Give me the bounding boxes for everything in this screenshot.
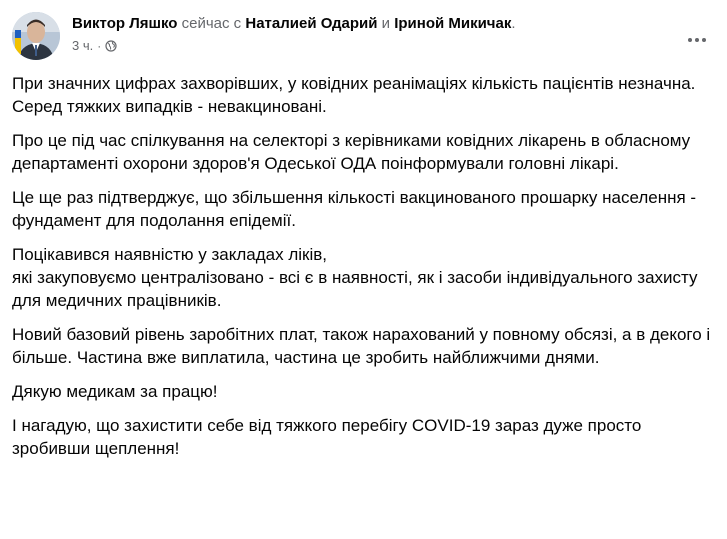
tagged-period: .: [511, 15, 516, 32]
tagged-and: и: [381, 15, 391, 32]
author-line: [72, 14, 516, 34]
post-paragraph: Дякую медикам за працю!: [12, 382, 218, 401]
tagged-person-1[interactable]: Наталией Одарий: [245, 15, 378, 32]
post-paragraph: При значних цифрах захворівших, у ковідних реанімаціях кількість пацієнтів незначна. Серед тяжких випадків - невакциновані.: [12, 74, 696, 116]
avatar-photo: [12, 12, 60, 60]
author-avatar[interactable]: [12, 12, 60, 60]
more-horizontal-icon-dot: [695, 38, 699, 42]
post-paragraph: Новий базовий рівень заробітних плат, також нарахований у повному обсязі, а в декого і більше. Частина вже виплатила, частина це зробить найближчими днями.: [12, 325, 711, 367]
globe-icon[interactable]: [105, 40, 117, 52]
more-horizontal-icon-dot: [702, 38, 706, 42]
author-name[interactable]: Виктор Ляшко: [72, 15, 178, 32]
more-horizontal-icon-dot: [688, 38, 692, 42]
tagged-person-2[interactable]: Іриной Микичак: [394, 15, 512, 32]
post-paragraph: Це ще раз підтверджує, що збільшення кількості вакцинованого прошарку населення - фундамент для подолання епідемії.: [12, 188, 697, 230]
post-paragraph: І нагадую, що захистити себе від тяжкого перебігу COVID-19 зараз дуже просто зробивши щеплення!: [12, 416, 642, 458]
post-content: [12, 72, 712, 471]
more-options-button[interactable]: [679, 22, 715, 58]
post-header: [12, 12, 715, 62]
post-meta: [72, 38, 117, 54]
post-timestamp[interactable]: 3 ч.: [72, 38, 94, 53]
post-paragraph: Про це під час спілкування на селекторі з керівниками ковідних лікарень в обласному департаменті охорони здоров'я Одеської ОДА поінформували головні лікарі.: [12, 131, 691, 173]
post-paragraph: Поцікавився наявністю у закладах ліків, які закуповуємо централізовано - всі є в наявності, як і засоби індивідуального захисту для медичних працівників.: [12, 245, 698, 310]
tagged-connector: сейчас с: [181, 15, 242, 32]
meta-separator: ·: [97, 39, 102, 53]
